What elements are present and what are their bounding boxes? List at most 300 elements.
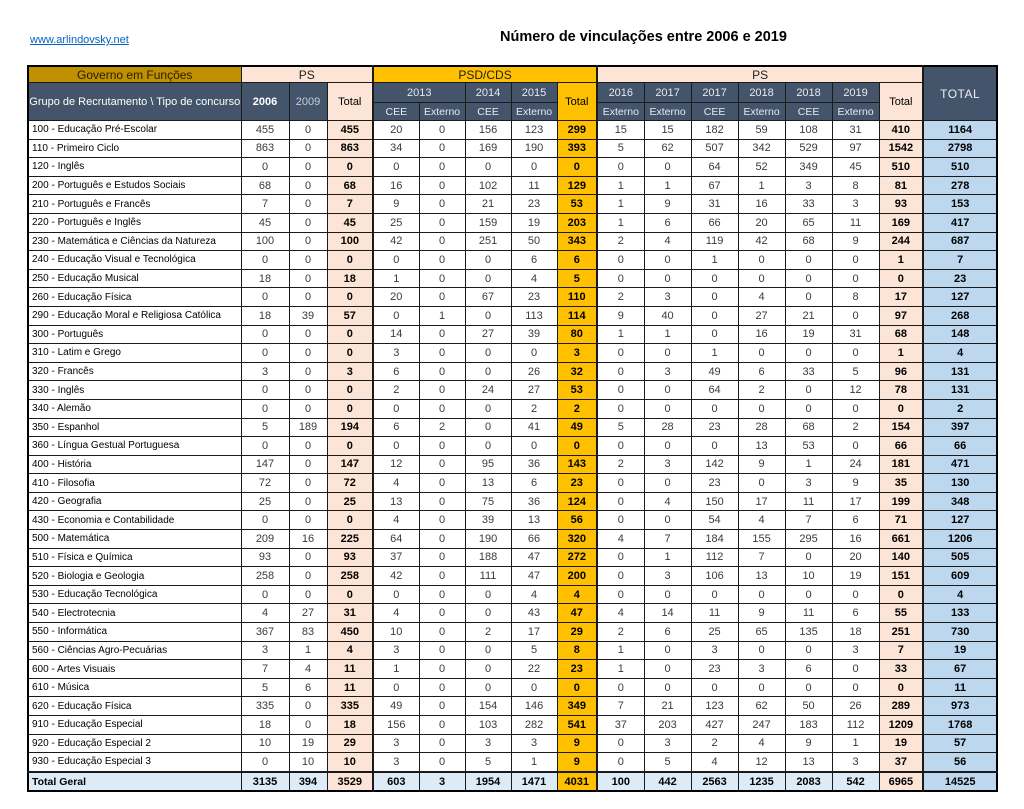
cell: 50 bbox=[511, 232, 557, 251]
cell: 320 bbox=[557, 530, 597, 549]
group-governo-em-funcoes: Governo em Funções bbox=[28, 66, 241, 83]
cell: 0 bbox=[419, 604, 465, 623]
year-header-cell: 2018 bbox=[785, 83, 832, 103]
cell: 0 bbox=[327, 288, 373, 307]
cell: 154 bbox=[465, 697, 511, 716]
concourse-type-header: Externo bbox=[511, 103, 557, 121]
cell: 14 bbox=[373, 325, 419, 344]
cell: 609 bbox=[923, 567, 997, 586]
year-header-cell: 2017 bbox=[644, 83, 691, 103]
table-row bbox=[28, 306, 997, 325]
cell: 1 bbox=[597, 213, 644, 232]
cell: 5 bbox=[597, 418, 644, 437]
cell: 72 bbox=[241, 474, 289, 493]
cell: 0 bbox=[597, 381, 644, 400]
cell: 52 bbox=[738, 158, 785, 177]
cell: 3 bbox=[785, 176, 832, 195]
row-label: 290 - Educação Moral e Religiosa Católica bbox=[28, 306, 241, 325]
cell: 194 bbox=[327, 418, 373, 437]
cell: 28 bbox=[644, 418, 691, 437]
cell: 3 bbox=[419, 772, 465, 792]
row-label: 420 - Geografia bbox=[28, 492, 241, 511]
cell: 3 bbox=[373, 753, 419, 772]
cell: 27 bbox=[465, 325, 511, 344]
cell: 21 bbox=[785, 306, 832, 325]
cell: 1768 bbox=[923, 716, 997, 735]
concourse-type-header: CEE bbox=[373, 103, 419, 121]
cell: 154 bbox=[879, 418, 923, 437]
cell: 7 bbox=[644, 530, 691, 549]
cell: 4 bbox=[597, 604, 644, 623]
cell: 7 bbox=[241, 195, 289, 214]
cell: 147 bbox=[327, 455, 373, 474]
cell: 0 bbox=[419, 176, 465, 195]
cell: 7 bbox=[241, 660, 289, 679]
cell: 1 bbox=[597, 195, 644, 214]
cell: 2 bbox=[597, 232, 644, 251]
cell: 730 bbox=[923, 623, 997, 642]
cell: 0 bbox=[644, 158, 691, 177]
cell: 0 bbox=[373, 585, 419, 604]
cell: 0 bbox=[289, 697, 327, 716]
cell: 6 bbox=[644, 623, 691, 642]
cell: 37 bbox=[373, 548, 419, 567]
table-row bbox=[28, 678, 997, 697]
cell: 31 bbox=[327, 604, 373, 623]
cell: 81 bbox=[879, 176, 923, 195]
cell: 3529 bbox=[327, 772, 373, 792]
cell: 131 bbox=[923, 362, 997, 381]
row-label: 430 - Economia e Contabilidade bbox=[28, 511, 241, 530]
cell: 131 bbox=[923, 381, 997, 400]
cell: 53 bbox=[557, 381, 597, 400]
cell: 394 bbox=[289, 772, 327, 792]
corner-header: Grupo de Recrutamento \ Tipo de concurso bbox=[28, 83, 241, 121]
cell: 142 bbox=[691, 455, 738, 474]
cell: 0 bbox=[785, 288, 832, 307]
year-header-cell: 2016 bbox=[597, 83, 644, 103]
cell: 40 bbox=[644, 306, 691, 325]
cell: 0 bbox=[419, 381, 465, 400]
cell: 1542 bbox=[879, 139, 923, 158]
cell: 0 bbox=[644, 678, 691, 697]
cell: 0 bbox=[327, 381, 373, 400]
cell: 603 bbox=[373, 772, 419, 792]
cell: 3 bbox=[373, 344, 419, 363]
cell: 0 bbox=[832, 344, 879, 363]
cell: 143 bbox=[557, 455, 597, 474]
year-header-cell: 2013 bbox=[373, 83, 465, 103]
year-header-cell: Total bbox=[327, 83, 373, 121]
table-row bbox=[28, 381, 997, 400]
cell: 1 bbox=[644, 176, 691, 195]
cell: 3 bbox=[832, 641, 879, 660]
table-row bbox=[28, 753, 997, 772]
cell: 3135 bbox=[241, 772, 289, 792]
cell: 0 bbox=[597, 734, 644, 753]
vinculacoes-table bbox=[27, 65, 998, 792]
cell: 4 bbox=[511, 269, 557, 288]
cell: 29 bbox=[557, 623, 597, 642]
cell: 190 bbox=[511, 139, 557, 158]
cell: 348 bbox=[923, 492, 997, 511]
row-label: 230 - Matemática e Ciências da Natureza bbox=[28, 232, 241, 251]
cell: 6 bbox=[373, 362, 419, 381]
cell: 0 bbox=[419, 195, 465, 214]
cell: 2 bbox=[691, 734, 738, 753]
cell: 18 bbox=[241, 716, 289, 735]
cell: 190 bbox=[465, 530, 511, 549]
cell: 127 bbox=[923, 511, 997, 530]
cell: 13 bbox=[738, 567, 785, 586]
cell: 8 bbox=[557, 641, 597, 660]
cell: 0 bbox=[644, 641, 691, 660]
cell: 0 bbox=[597, 158, 644, 177]
cell: 35 bbox=[879, 474, 923, 493]
cell: 147 bbox=[241, 455, 289, 474]
cell: 0 bbox=[419, 492, 465, 511]
cell: 0 bbox=[327, 325, 373, 344]
cell: 0 bbox=[738, 399, 785, 418]
cell: 0 bbox=[738, 585, 785, 604]
table-row bbox=[28, 567, 997, 586]
cell: 510 bbox=[879, 158, 923, 177]
cell: 0 bbox=[597, 492, 644, 511]
cell: 4031 bbox=[557, 772, 597, 792]
cell: 0 bbox=[644, 381, 691, 400]
row-label: 620 - Educação Física bbox=[28, 697, 241, 716]
cell: 11 bbox=[923, 678, 997, 697]
cell: 0 bbox=[597, 585, 644, 604]
cell: 42 bbox=[373, 232, 419, 251]
row-label: 540 - Electrotecnia bbox=[28, 604, 241, 623]
cell: 1 bbox=[511, 753, 557, 772]
cell: 11 bbox=[691, 604, 738, 623]
cell: 184 bbox=[691, 530, 738, 549]
cell: 0 bbox=[419, 158, 465, 177]
table-header bbox=[28, 66, 997, 121]
cell: 1 bbox=[597, 660, 644, 679]
cell: 0 bbox=[241, 288, 289, 307]
cell: 505 bbox=[923, 548, 997, 567]
cell: 24 bbox=[465, 381, 511, 400]
cell: 1 bbox=[832, 734, 879, 753]
cell: 2 bbox=[557, 399, 597, 418]
cell: 397 bbox=[923, 418, 997, 437]
cell: 148 bbox=[923, 325, 997, 344]
cell: 0 bbox=[738, 269, 785, 288]
cell: 14 bbox=[644, 604, 691, 623]
cell: 1235 bbox=[738, 772, 785, 792]
row-label: 320 - Francês bbox=[28, 362, 241, 381]
cell: 0 bbox=[241, 381, 289, 400]
cell: 3 bbox=[644, 455, 691, 474]
cell: 3 bbox=[832, 753, 879, 772]
cell: 258 bbox=[327, 567, 373, 586]
cell: 15 bbox=[597, 121, 644, 140]
cell: 4 bbox=[327, 641, 373, 660]
table-row bbox=[28, 213, 997, 232]
cell: 37 bbox=[879, 753, 923, 772]
table-row bbox=[28, 232, 997, 251]
cell: 31 bbox=[691, 195, 738, 214]
cell: 0 bbox=[289, 176, 327, 195]
cell: 53 bbox=[785, 437, 832, 456]
cell: 0 bbox=[644, 511, 691, 530]
cell: 5 bbox=[832, 362, 879, 381]
cell: 20 bbox=[738, 213, 785, 232]
cell: 27 bbox=[289, 604, 327, 623]
cell: 21 bbox=[465, 195, 511, 214]
cell: 6 bbox=[832, 511, 879, 530]
cell: 16 bbox=[738, 325, 785, 344]
cell: 19 bbox=[511, 213, 557, 232]
row-label: 930 - Educação Especial 3 bbox=[28, 753, 241, 772]
cell: 68 bbox=[879, 325, 923, 344]
cell: 67 bbox=[691, 176, 738, 195]
year-header-cell: 2009 bbox=[289, 83, 327, 121]
cell: 510 bbox=[923, 158, 997, 177]
cell: 0 bbox=[419, 213, 465, 232]
cell: 0 bbox=[373, 251, 419, 270]
cell: 4 bbox=[923, 585, 997, 604]
cell: 4 bbox=[923, 344, 997, 363]
cell: 455 bbox=[327, 121, 373, 140]
cell: 2 bbox=[597, 288, 644, 307]
row-label: 100 - Educação Pré-Escolar bbox=[28, 121, 241, 140]
cell: 203 bbox=[557, 213, 597, 232]
cell: 2 bbox=[597, 455, 644, 474]
cell: 5 bbox=[465, 753, 511, 772]
table-row bbox=[28, 288, 997, 307]
cell: 6 bbox=[289, 678, 327, 697]
cell: 0 bbox=[644, 474, 691, 493]
cell: 11 bbox=[785, 604, 832, 623]
row-label: 200 - Português e Estudos Sociais bbox=[28, 176, 241, 195]
cell: 9 bbox=[373, 195, 419, 214]
cell: 0 bbox=[511, 678, 557, 697]
cell: 0 bbox=[419, 362, 465, 381]
cell: 0 bbox=[289, 344, 327, 363]
cell: 7 bbox=[597, 697, 644, 716]
cell: 0 bbox=[597, 511, 644, 530]
row-label: Total Geral bbox=[28, 772, 241, 792]
row-label: 360 - Língua Gestual Portuguesa bbox=[28, 437, 241, 456]
cell: 442 bbox=[644, 772, 691, 792]
cell: 56 bbox=[923, 753, 997, 772]
cell: 2 bbox=[923, 399, 997, 418]
row-label: 610 - Música bbox=[28, 678, 241, 697]
cell: 209 bbox=[241, 530, 289, 549]
cell: 23 bbox=[557, 474, 597, 493]
table-row bbox=[28, 362, 997, 381]
cell: 4 bbox=[644, 232, 691, 251]
group-ps-right: PS bbox=[597, 66, 923, 83]
table-row bbox=[28, 585, 997, 604]
cell: 1471 bbox=[511, 772, 557, 792]
cell: 0 bbox=[465, 399, 511, 418]
cell: 349 bbox=[785, 158, 832, 177]
cell: 0 bbox=[644, 399, 691, 418]
cell: 11 bbox=[832, 213, 879, 232]
cell: 342 bbox=[738, 139, 785, 158]
cell: 103 bbox=[465, 716, 511, 735]
cell: 13 bbox=[373, 492, 419, 511]
cell: 0 bbox=[289, 716, 327, 735]
cell: 0 bbox=[241, 344, 289, 363]
cell: 20 bbox=[373, 121, 419, 140]
cell: 0 bbox=[597, 753, 644, 772]
cell: 130 bbox=[923, 474, 997, 493]
table-row bbox=[28, 399, 997, 418]
cell: 0 bbox=[289, 232, 327, 251]
cell: 0 bbox=[511, 158, 557, 177]
cell: 863 bbox=[241, 139, 289, 158]
cell: 23 bbox=[511, 195, 557, 214]
cell: 0 bbox=[289, 492, 327, 511]
cell: 0 bbox=[691, 269, 738, 288]
cell: 66 bbox=[511, 530, 557, 549]
site-link[interactable]: www.arlindovsky.net bbox=[30, 34, 129, 46]
cell: 45 bbox=[832, 158, 879, 177]
cell: 2 bbox=[373, 381, 419, 400]
cell: 0 bbox=[289, 474, 327, 493]
row-label: 510 - Física e Química bbox=[28, 548, 241, 567]
cell: 0 bbox=[419, 251, 465, 270]
cell: 3 bbox=[785, 474, 832, 493]
cell: 863 bbox=[327, 139, 373, 158]
cell: 3 bbox=[644, 734, 691, 753]
cell: 0 bbox=[691, 325, 738, 344]
cell: 108 bbox=[785, 121, 832, 140]
cell: 19 bbox=[923, 641, 997, 660]
cell: 0 bbox=[785, 399, 832, 418]
cell: 119 bbox=[691, 232, 738, 251]
cell: 0 bbox=[289, 213, 327, 232]
row-label: 260 - Educação Física bbox=[28, 288, 241, 307]
cell: 0 bbox=[738, 344, 785, 363]
cell: 1 bbox=[373, 660, 419, 679]
cell: 27 bbox=[511, 381, 557, 400]
cell: 67 bbox=[465, 288, 511, 307]
cell: 289 bbox=[879, 697, 923, 716]
cell: 0 bbox=[289, 251, 327, 270]
cell: 4 bbox=[738, 288, 785, 307]
cell: 20 bbox=[373, 288, 419, 307]
cell: 0 bbox=[289, 455, 327, 474]
cell: 6 bbox=[832, 604, 879, 623]
cell: 159 bbox=[465, 213, 511, 232]
cell: 0 bbox=[373, 437, 419, 456]
cell: 0 bbox=[419, 139, 465, 158]
cell: 0 bbox=[289, 288, 327, 307]
cell: 93 bbox=[241, 548, 289, 567]
cell: 47 bbox=[557, 604, 597, 623]
cell: 450 bbox=[327, 623, 373, 642]
table-row bbox=[28, 251, 997, 270]
page-title: Número de vinculações entre 2006 e 2019 bbox=[500, 29, 787, 45]
cell: 0 bbox=[691, 306, 738, 325]
cell: 56 bbox=[557, 511, 597, 530]
cell: 29 bbox=[327, 734, 373, 753]
row-label: 500 - Matemática bbox=[28, 530, 241, 549]
total-row bbox=[28, 772, 997, 792]
cell: 113 bbox=[511, 306, 557, 325]
table-row bbox=[28, 492, 997, 511]
cell: 4 bbox=[738, 734, 785, 753]
cell: 112 bbox=[691, 548, 738, 567]
row-label: 920 - Educação Especial 2 bbox=[28, 734, 241, 753]
cell: 9 bbox=[832, 474, 879, 493]
cell: 0 bbox=[289, 121, 327, 140]
cell: 1 bbox=[691, 344, 738, 363]
cell: 57 bbox=[327, 306, 373, 325]
cell: 151 bbox=[879, 567, 923, 586]
table-row bbox=[28, 158, 997, 177]
cell: 50 bbox=[785, 697, 832, 716]
cell: 36 bbox=[511, 455, 557, 474]
cell: 0 bbox=[597, 269, 644, 288]
cell: 410 bbox=[879, 121, 923, 140]
table-row bbox=[28, 269, 997, 288]
cell: 0 bbox=[644, 269, 691, 288]
cell: 129 bbox=[557, 176, 597, 195]
cell: 0 bbox=[327, 511, 373, 530]
row-label: 330 - Inglês bbox=[28, 381, 241, 400]
cell: 16 bbox=[289, 530, 327, 549]
cell: 33 bbox=[785, 195, 832, 214]
cell: 68 bbox=[785, 418, 832, 437]
cell: 0 bbox=[597, 399, 644, 418]
cell: 0 bbox=[597, 362, 644, 381]
cell: 49 bbox=[557, 418, 597, 437]
cell: 114 bbox=[557, 306, 597, 325]
cell: 0 bbox=[597, 251, 644, 270]
cell: 0 bbox=[289, 325, 327, 344]
table-row bbox=[28, 716, 997, 735]
cell: 0 bbox=[419, 269, 465, 288]
cell: 9 bbox=[785, 734, 832, 753]
cell: 12 bbox=[832, 381, 879, 400]
cell: 9 bbox=[557, 734, 597, 753]
cell: 0 bbox=[289, 399, 327, 418]
cell: 95 bbox=[465, 455, 511, 474]
cell: 3 bbox=[557, 344, 597, 363]
cell: 0 bbox=[419, 530, 465, 549]
cell: 0 bbox=[289, 381, 327, 400]
cell: 8 bbox=[832, 288, 879, 307]
cell: 31 bbox=[832, 121, 879, 140]
cell: 3 bbox=[465, 734, 511, 753]
cell: 4 bbox=[511, 585, 557, 604]
cell: 12 bbox=[373, 455, 419, 474]
cell: 4 bbox=[289, 660, 327, 679]
cell: 0 bbox=[465, 306, 511, 325]
row-label: 600 - Artes Visuais bbox=[28, 660, 241, 679]
cell: 2083 bbox=[785, 772, 832, 792]
cell: 66 bbox=[879, 437, 923, 456]
cell: 0 bbox=[419, 474, 465, 493]
cell: 0 bbox=[879, 678, 923, 697]
cell: 3 bbox=[644, 288, 691, 307]
table-row bbox=[28, 734, 997, 753]
cell: 155 bbox=[738, 530, 785, 549]
cell: 5 bbox=[597, 139, 644, 158]
table-row bbox=[28, 325, 997, 344]
cell: 0 bbox=[419, 121, 465, 140]
cell: 123 bbox=[691, 697, 738, 716]
cell: 2563 bbox=[691, 772, 738, 792]
